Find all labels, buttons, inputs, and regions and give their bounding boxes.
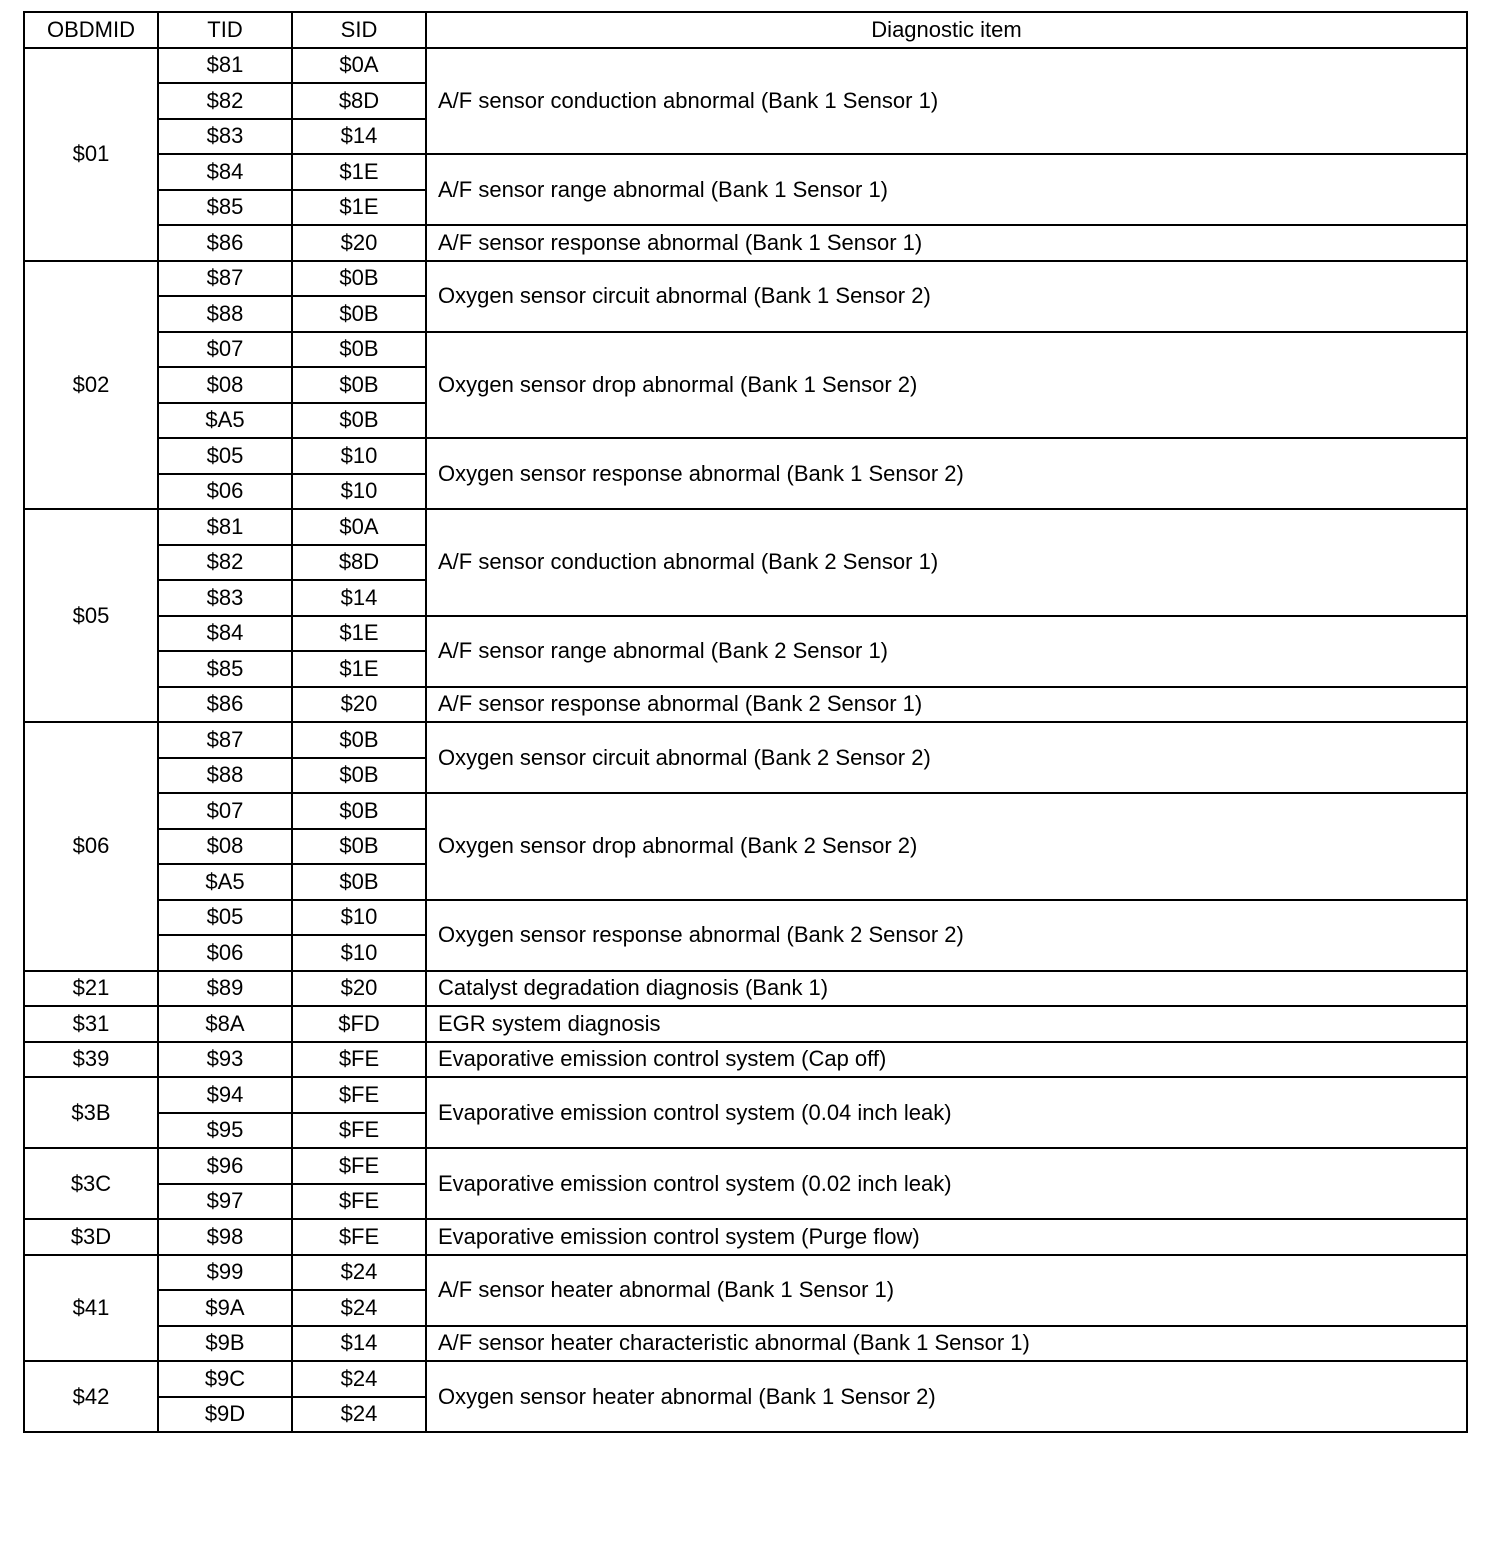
sid-cell: $0B	[292, 367, 426, 403]
tid-cell: $81	[158, 48, 292, 84]
sid-cell: $0A	[292, 48, 426, 84]
table-row	[24, 332, 1467, 368]
sid-cell: $24	[292, 1255, 426, 1291]
tid-cell: $86	[158, 225, 292, 261]
table-row	[24, 1006, 1467, 1042]
diagnostic-item-cell: A/F sensor heater abnormal (Bank 1 Sensor 1)	[426, 1255, 1467, 1326]
obdmid-cell: $42	[24, 1361, 158, 1432]
tid-cell: $05	[158, 900, 292, 936]
table-row	[24, 1077, 1467, 1113]
obdmid-cell: $3B	[24, 1077, 158, 1148]
tid-cell: $8A	[158, 1006, 292, 1042]
sid-cell: $0A	[292, 509, 426, 545]
sid-cell: $0B	[292, 296, 426, 332]
tid-cell: $9C	[158, 1361, 292, 1397]
diagnostic-item-cell: Evaporative emission control system (Cap off)	[426, 1042, 1467, 1078]
table-row	[24, 438, 1467, 474]
sid-cell: $24	[292, 1290, 426, 1326]
tid-cell: $85	[158, 190, 292, 226]
tid-cell: $85	[158, 651, 292, 687]
diagnostic-item-cell: A/F sensor conduction abnormal (Bank 2 Sensor 1)	[426, 509, 1467, 616]
tid-cell: $99	[158, 1255, 292, 1291]
tid-cell: $95	[158, 1113, 292, 1149]
diagnostic-item-cell: EGR system diagnosis	[426, 1006, 1467, 1042]
sid-cell: $0B	[292, 864, 426, 900]
tid-cell: $87	[158, 261, 292, 297]
sid-cell: $10	[292, 438, 426, 474]
tid-cell: $97	[158, 1184, 292, 1220]
diagnostic-item-cell: Oxygen sensor drop abnormal (Bank 1 Sensor 2)	[426, 332, 1467, 439]
table-body	[24, 48, 1467, 1433]
diagnostic-item-cell: A/F sensor range abnormal (Bank 1 Sensor 1)	[426, 154, 1467, 225]
table-row	[24, 225, 1467, 261]
table-row	[24, 1148, 1467, 1184]
tid-cell: $82	[158, 545, 292, 581]
table-row	[24, 1219, 1467, 1255]
table-row	[24, 1042, 1467, 1078]
diagnostic-item-cell: Evaporative emission control system (0.02 inch leak)	[426, 1148, 1467, 1219]
obdmid-cell: $21	[24, 971, 158, 1007]
sid-cell: $20	[292, 971, 426, 1007]
sid-cell: $20	[292, 687, 426, 723]
diagnostic-item-cell: Oxygen sensor circuit abnormal (Bank 1 Sensor 2)	[426, 261, 1467, 332]
tid-cell: $82	[158, 83, 292, 119]
tid-cell: $89	[158, 971, 292, 1007]
tid-cell: $96	[158, 1148, 292, 1184]
tid-cell: $07	[158, 793, 292, 829]
tid-cell: $08	[158, 367, 292, 403]
sid-cell: $1E	[292, 651, 426, 687]
table-row	[24, 971, 1467, 1007]
table-row	[24, 1361, 1467, 1397]
header-diagnostic-item: Diagnostic item	[426, 12, 1467, 48]
table-row	[24, 261, 1467, 297]
sid-cell: $10	[292, 474, 426, 510]
sid-cell: $0B	[292, 758, 426, 794]
diagnostic-item-cell: A/F sensor response abnormal (Bank 1 Sensor 1)	[426, 225, 1467, 261]
tid-cell: $06	[158, 935, 292, 971]
obd-monitor-table	[23, 11, 1468, 1433]
obdmid-cell: $02	[24, 261, 158, 510]
tid-cell: $A5	[158, 864, 292, 900]
diagnostic-item-cell: A/F sensor heater characteristic abnormal (Bank 1 Sensor 1)	[426, 1326, 1467, 1362]
obdmid-cell: $41	[24, 1255, 158, 1362]
sid-cell: $FE	[292, 1184, 426, 1220]
obdmid-cell: $39	[24, 1042, 158, 1078]
sid-cell: $14	[292, 119, 426, 155]
diagnostic-item-cell: A/F sensor range abnormal (Bank 2 Sensor 1)	[426, 616, 1467, 687]
diagnostic-item-cell: Oxygen sensor response abnormal (Bank 2 Sensor 2)	[426, 900, 1467, 971]
tid-cell: $83	[158, 119, 292, 155]
obdmid-cell: $3C	[24, 1148, 158, 1219]
table-row	[24, 1326, 1467, 1362]
sid-cell: $0B	[292, 829, 426, 865]
tid-cell: $88	[158, 296, 292, 332]
diagnostic-item-cell: Evaporative emission control system (0.04 inch leak)	[426, 1077, 1467, 1148]
sid-cell: $20	[292, 225, 426, 261]
tid-cell: $06	[158, 474, 292, 510]
obdmid-cell: $31	[24, 1006, 158, 1042]
obdmid-cell: $3D	[24, 1219, 158, 1255]
sid-cell: $FE	[292, 1219, 426, 1255]
diagnostic-item-cell: Oxygen sensor circuit abnormal (Bank 2 Sensor 2)	[426, 722, 1467, 793]
table-row	[24, 687, 1467, 723]
sid-cell: $24	[292, 1361, 426, 1397]
tid-cell: $88	[158, 758, 292, 794]
diagnostic-item-cell: Evaporative emission control system (Purge flow)	[426, 1219, 1467, 1255]
header-tid: TID	[158, 12, 292, 48]
table-row	[24, 1255, 1467, 1291]
sid-cell: $0B	[292, 403, 426, 439]
sid-cell: $8D	[292, 83, 426, 119]
table-row	[24, 509, 1467, 545]
tid-cell: $9B	[158, 1326, 292, 1362]
tid-cell: $87	[158, 722, 292, 758]
tid-cell: $81	[158, 509, 292, 545]
table-row	[24, 722, 1467, 758]
tid-cell: $05	[158, 438, 292, 474]
tid-cell: $86	[158, 687, 292, 723]
diagnostic-item-cell: Catalyst degradation diagnosis (Bank 1)	[426, 971, 1467, 1007]
sid-cell: $0B	[292, 722, 426, 758]
tid-cell: $93	[158, 1042, 292, 1078]
table-row	[24, 793, 1467, 829]
obdmid-cell: $06	[24, 722, 158, 971]
sid-cell: $FE	[292, 1042, 426, 1078]
sid-cell: $24	[292, 1397, 426, 1433]
sid-cell: $FE	[292, 1077, 426, 1113]
sid-cell: $FD	[292, 1006, 426, 1042]
tid-cell: $08	[158, 829, 292, 865]
table-row	[24, 154, 1467, 190]
diagnostic-item-cell: A/F sensor conduction abnormal (Bank 1 Sensor 1)	[426, 48, 1467, 155]
sid-cell: $14	[292, 1326, 426, 1362]
sid-cell: $1E	[292, 154, 426, 190]
tid-cell: $94	[158, 1077, 292, 1113]
tid-cell: $A5	[158, 403, 292, 439]
tid-cell: $9A	[158, 1290, 292, 1326]
diagnostic-item-cell: Oxygen sensor heater abnormal (Bank 1 Sensor 2)	[426, 1361, 1467, 1432]
header-obdmid: OBDMID	[24, 12, 158, 48]
sid-cell: $1E	[292, 190, 426, 226]
sid-cell: $0B	[292, 793, 426, 829]
sid-cell: $0B	[292, 332, 426, 368]
sid-cell: $14	[292, 580, 426, 616]
header-sid: SID	[292, 12, 426, 48]
table-row	[24, 900, 1467, 936]
table-row	[24, 48, 1467, 84]
tid-cell: $9D	[158, 1397, 292, 1433]
tid-cell: $07	[158, 332, 292, 368]
sid-cell: $8D	[292, 545, 426, 581]
sid-cell: $10	[292, 900, 426, 936]
tid-cell: $83	[158, 580, 292, 616]
sid-cell: $FE	[292, 1148, 426, 1184]
tid-cell: $84	[158, 154, 292, 190]
tid-cell: $98	[158, 1219, 292, 1255]
diagnostic-item-cell: A/F sensor response abnormal (Bank 2 Sensor 1)	[426, 687, 1467, 723]
obdmid-cell: $05	[24, 509, 158, 722]
sid-cell: $0B	[292, 261, 426, 297]
table-row	[24, 616, 1467, 652]
obdmid-cell: $01	[24, 48, 158, 261]
sid-cell: $1E	[292, 616, 426, 652]
table-header-row	[24, 12, 1467, 48]
sid-cell: $FE	[292, 1113, 426, 1149]
diagnostic-item-cell: Oxygen sensor drop abnormal (Bank 2 Sensor 2)	[426, 793, 1467, 900]
tid-cell: $84	[158, 616, 292, 652]
sid-cell: $10	[292, 935, 426, 971]
diagnostic-item-cell: Oxygen sensor response abnormal (Bank 1 Sensor 2)	[426, 438, 1467, 509]
